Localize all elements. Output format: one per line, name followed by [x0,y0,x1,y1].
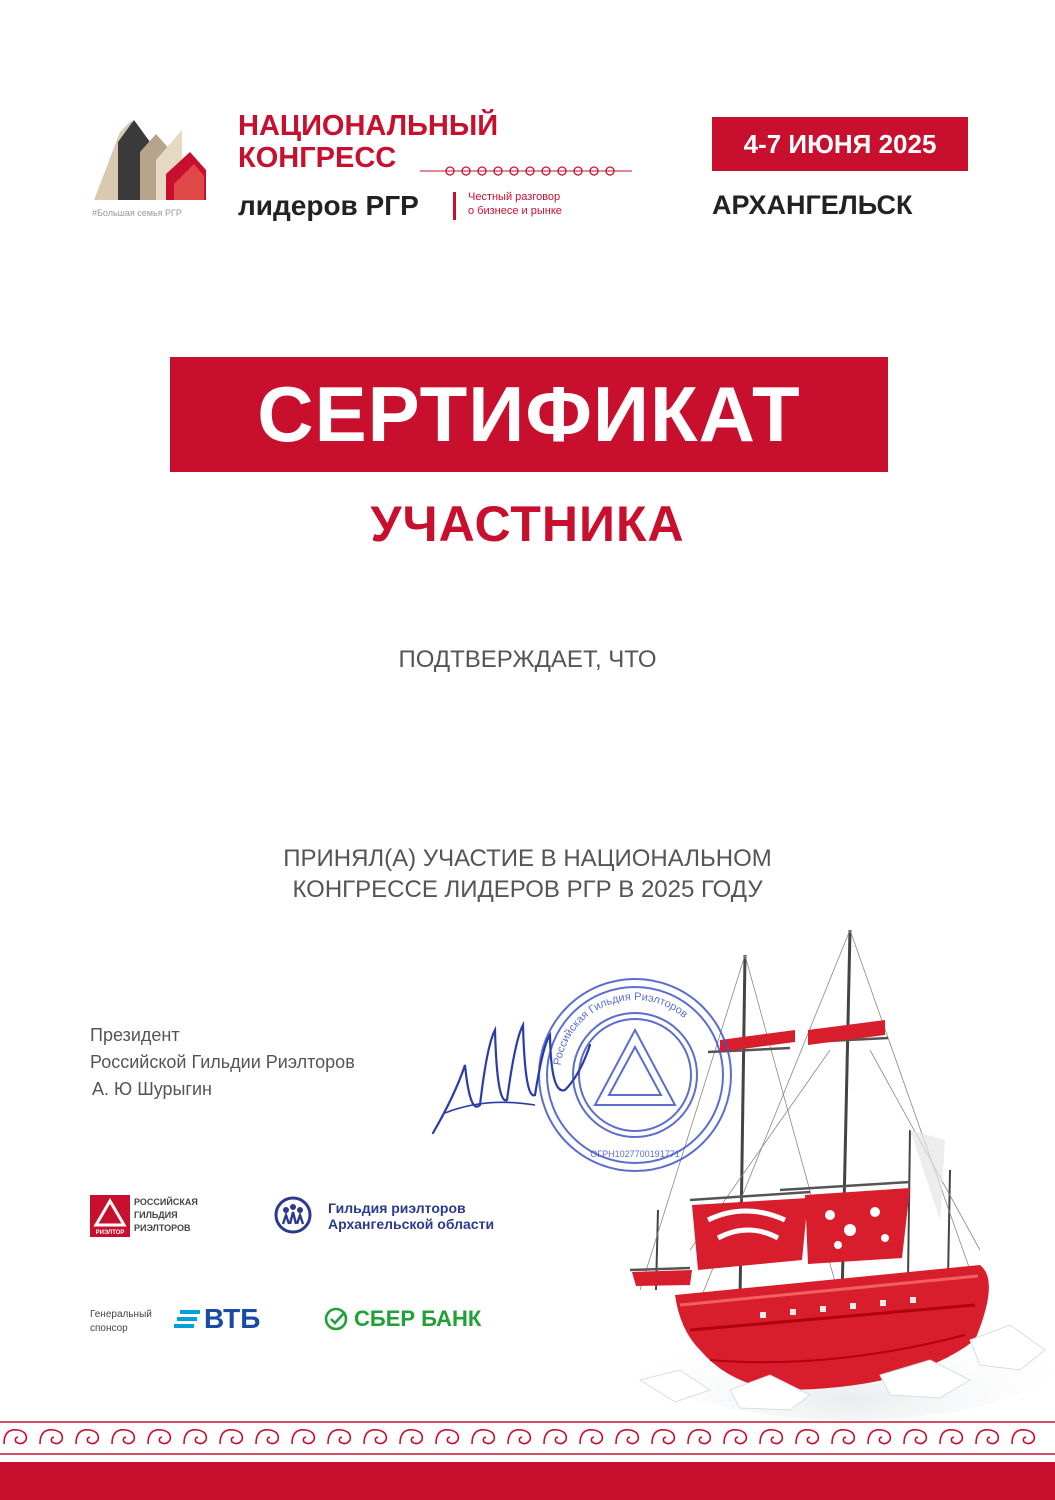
slogan-line2: о бизнесе и рынке [468,205,562,217]
rgr-line3: РИЭЛТОРОВ [134,1223,191,1233]
footer-wave-ornament-icon [0,1420,1055,1456]
sber-check-icon [324,1307,348,1331]
rgr-logo-text: РИЭЛТОР [95,1230,125,1236]
sber-text: СБЕР БАНК [354,1306,482,1331]
guild-name [328,1200,494,1232]
logo-hashtag: #Большая семья РГР [92,208,182,218]
wave-ornament-icon [420,164,632,178]
event-date: 4-7 ИЮНЯ 2025 [712,117,968,171]
rgr-line2: ГИЛЬДИЯ [134,1210,178,1220]
congress-title-line1: НАЦИОНАЛЬНЫЙ [238,110,499,142]
participation-line1: ПРИНЯЛ(А) УЧАСТИЕ В НАЦИОНАЛЬНОМ [283,845,772,872]
footer-bar [0,1462,1055,1500]
guild-line1: Гильдия риэлторов [328,1200,466,1216]
vtb-logo [174,1303,260,1335]
vtb-text: ВТБ [204,1303,261,1334]
signatory-position-line1: Президент [90,1025,180,1045]
participation-text [0,843,1055,905]
slogan-line1: Честный разговор [468,191,561,203]
stamp-ogrn: ОГРН1027700191771 [590,1149,680,1159]
guild-logo-icon [274,1196,312,1234]
participation-line2: КОНГРЕССЕ ЛИДЕРОВ РГР В 2025 ГОДУ [292,876,763,903]
vtb-stripes-icon [174,1308,200,1330]
handwritten-signature [425,1005,595,1145]
sber-logo [324,1306,481,1332]
sponsor-label [90,1308,152,1336]
signatory-name: А. Ю Шурыгин [92,1079,212,1099]
event-city: АРХАНГЕЛЬСК [712,190,913,220]
stamp-text: Российская Гильдия Риэлторов [551,990,690,1067]
sponsor-label-line1: Генеральный [90,1309,152,1320]
congress-title-line2: КОНГРЕСС [238,142,397,174]
congress-subtitle: лидеров РГР [238,190,419,221]
congress-slogan [468,190,618,218]
rgr-name [134,1196,198,1235]
sponsor-label-line2: спонсор [90,1323,128,1334]
guild-line2: Архангельской области [328,1216,495,1232]
confirms-text: ПОДТВЕРЖДАЕТ, ЧТО [398,646,657,673]
certificate-title: СЕРТИФИКАТ [170,357,888,472]
rgr-logo-icon [90,1195,130,1237]
signatory-position-line2: Российской Гильдии Риэлторов [90,1052,355,1072]
rgr-line1: РОССИЙСКАЯ [134,1197,198,1207]
certificate-subtitle: УЧАСТНИКА [370,496,685,552]
signatory-block [90,1022,355,1103]
divider [453,192,456,220]
